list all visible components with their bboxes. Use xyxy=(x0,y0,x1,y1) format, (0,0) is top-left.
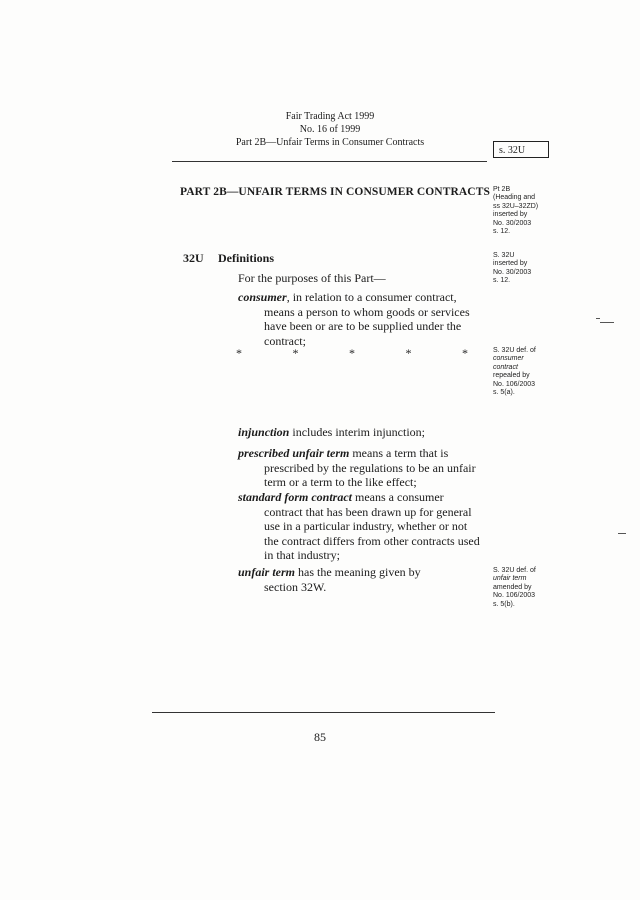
defined-term: consumer xyxy=(238,290,287,304)
side-note-unfair-term xyxy=(493,567,557,609)
star: * xyxy=(405,346,412,360)
defined-term: prescribed unfair term xyxy=(238,446,350,460)
side-note-line: S. 32U def. of xyxy=(493,347,536,354)
definition-prescribed-unfair-term xyxy=(238,446,493,490)
page-number: 85 xyxy=(314,730,326,744)
definition-text: includes interim injunction; xyxy=(289,425,426,439)
side-note-line: inserted by xyxy=(493,260,528,268)
omission-stars xyxy=(236,346,468,361)
definition-first-line xyxy=(238,446,493,461)
defined-term: injunction xyxy=(238,425,290,439)
star: * xyxy=(236,346,242,360)
definition-line: the contract differs from other contracts used xyxy=(264,533,480,548)
definition-first-line xyxy=(238,490,493,505)
star: * xyxy=(462,346,468,360)
definition-first-line xyxy=(238,425,493,440)
definition-line: in that industry; xyxy=(264,548,340,562)
side-note-line: s. 12. xyxy=(493,228,511,236)
side-note-line: repealed by xyxy=(493,372,530,380)
side-note-line: No. 30/2003 xyxy=(493,219,532,227)
definition-standard-form-contract xyxy=(238,490,493,563)
header-part-title: Part 2B—Unfair Terms in Consumer Contracts xyxy=(235,137,425,148)
side-note-line: S. 32U xyxy=(493,252,515,259)
side-note-line: s. 5(a). xyxy=(493,389,515,397)
header-act-number: No. 16 of 1999 xyxy=(299,124,361,135)
definition-text: means a consumer xyxy=(352,490,444,504)
footer-rule xyxy=(152,712,495,713)
definition-line: use in a particular industry, whether or not xyxy=(264,519,468,533)
side-note-consumer-contract xyxy=(493,347,557,397)
definition-text: , in relation to a consumer contract, xyxy=(286,290,457,304)
section-intro: For the purposes of this Part— xyxy=(238,271,386,285)
side-note-line: unfair term xyxy=(493,575,527,583)
side-note-line: contract xyxy=(493,363,518,371)
definition-line: section 32W. xyxy=(264,579,327,594)
side-note-line: amended by xyxy=(493,583,532,591)
side-note-line: inserted by xyxy=(493,211,528,219)
side-note-line: (Heading and xyxy=(493,194,536,202)
star: * xyxy=(349,346,355,360)
side-note-line: S. 32U def. of xyxy=(493,567,536,574)
definition-consumer xyxy=(238,290,493,348)
scan-mark xyxy=(618,533,626,534)
side-note-line: Pt 2B xyxy=(493,186,511,193)
side-note-line: No. 30/2003 xyxy=(493,268,532,276)
side-note-section xyxy=(493,252,557,286)
definition-line: contract that has been drawn up for general xyxy=(264,504,472,519)
side-note-part xyxy=(493,186,557,236)
definition-unfair-term xyxy=(238,565,493,594)
definition-line: term or a term to the like effect; xyxy=(264,475,417,489)
definition-line: prescribed by the regulations to be an unfair xyxy=(264,460,476,475)
section-number: 32U xyxy=(183,251,204,265)
definition-line: means a person to whom goods or services xyxy=(264,304,470,319)
header-rule xyxy=(172,161,487,162)
side-note-line: No. 106/2003 xyxy=(493,592,536,600)
running-header xyxy=(170,110,490,149)
section-reference-box: s. 32U xyxy=(493,141,549,158)
defined-term: standard form contract xyxy=(238,490,353,504)
header-act-title: Fair Trading Act 1999 xyxy=(285,111,375,122)
defined-term: unfair term xyxy=(238,565,296,579)
side-note-line: No. 106/2003 xyxy=(493,380,536,388)
definition-first-line xyxy=(238,565,493,580)
scan-mark xyxy=(600,322,614,323)
definition-text: has the meaning given by xyxy=(295,565,421,579)
side-note-line: consumer xyxy=(493,355,524,363)
side-note-line: ss 32U–32ZD) xyxy=(493,202,539,210)
star: * xyxy=(292,346,299,360)
definition-injunction xyxy=(238,425,493,440)
definition-first-line xyxy=(238,290,493,305)
side-note-line: s. 12. xyxy=(493,277,511,285)
scan-mark xyxy=(596,318,600,319)
part-heading: PART 2B—UNFAIR TERMS IN CONSUMER CONTRACTS xyxy=(180,186,490,198)
definition-line: have been or are to be supplied under the xyxy=(264,319,462,333)
definition-line: contract; xyxy=(264,333,306,348)
section-title: Definitions xyxy=(218,251,275,265)
definition-text: means a term that is xyxy=(349,446,449,460)
side-note-line: s. 5(b). xyxy=(493,600,515,608)
